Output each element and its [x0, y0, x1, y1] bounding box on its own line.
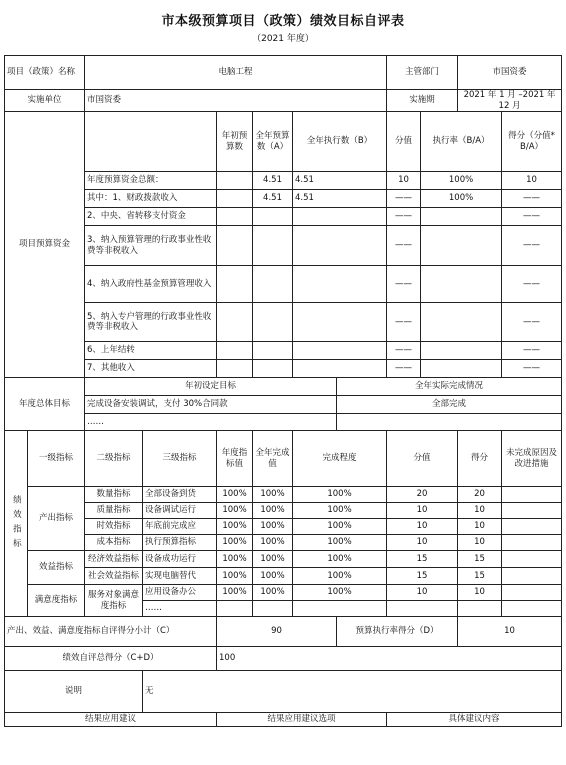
budget-row-annual [253, 266, 293, 303]
budget-row-exec [293, 208, 387, 226]
indicator-reason [502, 503, 562, 519]
budget-row-score: 10 [502, 172, 562, 190]
budget-row-score: —— [502, 226, 562, 266]
indicator-degree: 100% [293, 568, 387, 585]
indicator-level3: 年底前完成应 [143, 519, 217, 535]
indicator-value: 10 [387, 503, 458, 519]
subtotal-label: 产出、效益、满意度指标自评得分小计（C） [5, 617, 217, 647]
budget-row-rate [421, 266, 502, 303]
budget-row-value: 10 [387, 172, 421, 190]
indicator-value: 10 [387, 519, 458, 535]
budget-header-blank [85, 112, 217, 172]
project-name-row [5, 56, 562, 90]
budget-row-rate [421, 208, 502, 226]
footer-col3: 具体建议内容 [387, 713, 562, 727]
budget-row-annual [253, 226, 293, 266]
indicator-level3: 执行预算指标 [143, 535, 217, 551]
goals-header-row [5, 378, 562, 396]
budget-row-initial [217, 303, 253, 342]
indicator-row [5, 568, 562, 585]
budget-row-value: —— [387, 190, 421, 208]
budget-header-row [5, 112, 562, 172]
indicator-blank [217, 601, 253, 617]
budget-row [5, 208, 562, 226]
budget-row-value: —— [387, 266, 421, 303]
indicator-target: 100% [217, 487, 253, 503]
footer-col2: 结果应用建议选项 [217, 713, 387, 727]
budget-row-rate: 100% [421, 190, 502, 208]
indicator-row [5, 503, 562, 519]
indicator-degree: 100% [293, 551, 387, 568]
budget-row-exec: 4.51 [293, 190, 387, 208]
indicator-score: 10 [458, 535, 502, 551]
evaluation-table [4, 55, 562, 727]
indicator-target: 100% [217, 585, 253, 601]
budget-row-score: —— [502, 303, 562, 342]
exec-score-value: 10 [458, 617, 562, 647]
budget-row-exec: 4.51 [293, 172, 387, 190]
period-label: 实施期 [387, 90, 458, 112]
indicator-level2: 服务对象满意度指标 [85, 585, 143, 617]
budget-header-initial: 年初预算数 [217, 112, 253, 172]
budget-row-annual [253, 208, 293, 226]
indicator-score: 20 [458, 487, 502, 503]
indicator-actual: 100% [253, 535, 293, 551]
budget-header-rate: 执行率（B/A） [421, 112, 502, 172]
unit-row [5, 90, 562, 112]
budget-row-label: 3、纳入预算管理的行政事业性收费等非税收入 [85, 226, 217, 266]
indicators-header-actual: 全年完成值 [253, 431, 293, 487]
total-value: 100 [217, 647, 562, 671]
indicator-degree: 100% [293, 503, 387, 519]
goals-content-row [5, 396, 562, 414]
indicators-header-level2: 二级指标 [85, 431, 143, 487]
indicator-value: 20 [387, 487, 458, 503]
budget-row-score: —— [502, 190, 562, 208]
budget-row-annual [253, 303, 293, 342]
page-subtitle-year: （2021 年度） [252, 34, 314, 44]
budget-row-rate: 100% [421, 172, 502, 190]
goals-section-label: 年度总体目标 [5, 378, 85, 431]
indicator-value: 10 [387, 535, 458, 551]
dept-label: 主管部门 [387, 56, 458, 90]
budget-row-score: —— [502, 266, 562, 303]
budget-row [5, 360, 562, 378]
indicator-reason [502, 585, 562, 601]
budget-row-value: —— [387, 226, 421, 266]
indicator-score: 15 [458, 568, 502, 585]
indicator-level2: 成本指标 [85, 535, 143, 551]
note-row [5, 671, 562, 713]
goals-more-row [5, 414, 562, 431]
subtotal-row [5, 617, 562, 647]
indicator-reason [502, 551, 562, 568]
indicator-actual: 100% [253, 487, 293, 503]
indicator-target: 100% [217, 568, 253, 585]
indicator-value: 10 [387, 585, 458, 601]
indicator-score: 10 [458, 585, 502, 601]
indicator-level3: 设备成功运行 [143, 551, 217, 568]
indicator-row [5, 585, 562, 601]
budget-row-annual [253, 360, 293, 378]
indicator-degree: 100% [293, 535, 387, 551]
indicator-actual: 100% [253, 568, 293, 585]
budget-row-score: —— [502, 360, 562, 378]
total-label: 绩效自评总得分（C+D） [5, 647, 217, 671]
budget-row-value: —— [387, 360, 421, 378]
indicator-score: 10 [458, 519, 502, 535]
budget-row [5, 190, 562, 208]
indicators-header-score: 得分 [458, 431, 502, 487]
indicator-reason [502, 519, 562, 535]
budget-row-initial [217, 226, 253, 266]
indicator-level3: 应用设备办公 [143, 585, 217, 601]
indicator-blank [387, 601, 458, 617]
indicator-level1: 满意度指标 [28, 585, 85, 617]
indicator-level2: 数量指标 [85, 487, 143, 503]
budget-row [5, 172, 562, 190]
exec-score-label: 预算执行率得分（D） [337, 617, 458, 647]
budget-header-annual: 全年预算数（A） [253, 112, 293, 172]
budget-row-initial [217, 172, 253, 190]
budget-row-initial [217, 360, 253, 378]
budget-row-initial [217, 342, 253, 360]
indicator-actual: 100% [253, 503, 293, 519]
budget-row-exec [293, 360, 387, 378]
indicator-row [5, 487, 562, 503]
budget-row-exec [293, 266, 387, 303]
indicator-reason [502, 568, 562, 585]
period-value: 2021 年 1 月 –2021 年 12 月 [458, 90, 562, 112]
indicators-header-value: 分值 [387, 431, 458, 487]
budget-row-initial [217, 208, 253, 226]
budget-row-label: 5、纳入专户管理的行政事业性收费等非税收入 [85, 303, 217, 342]
indicator-target: 100% [217, 535, 253, 551]
indicator-target: 100% [217, 503, 253, 519]
indicator-level2: 时效指标 [85, 519, 143, 535]
indicator-actual: 100% [253, 519, 293, 535]
budget-row-value: —— [387, 208, 421, 226]
goals-actual-text: 全部完成 [337, 396, 562, 414]
indicator-degree: 100% [293, 585, 387, 601]
indicator-score: 10 [458, 503, 502, 519]
budget-row-rate [421, 303, 502, 342]
budget-header-score: 得分（分值*B/A） [502, 112, 562, 172]
indicator-degree: 100% [293, 487, 387, 503]
project-name-value: 电脑工程 [85, 56, 387, 90]
budget-row-rate [421, 226, 502, 266]
indicator-blank [458, 601, 502, 617]
budget-section-label: 项目预算资金 [5, 112, 85, 378]
budget-row-label: 7、其他收入 [85, 360, 217, 378]
budget-row-label: 6、上年结转 [85, 342, 217, 360]
budget-row-exec [293, 226, 387, 266]
budget-header-value: 分值 [387, 112, 421, 172]
indicators-header-reason: 未完成原因及改进措施 [502, 431, 562, 487]
budget-row-annual: 4.51 [253, 190, 293, 208]
indicator-reason [502, 535, 562, 551]
goals-initial-text: 完成设备安装调试，支付 30%合同款 [85, 396, 337, 414]
budget-row-exec [293, 303, 387, 342]
budget-row-score: —— [502, 342, 562, 360]
budget-row-rate [421, 342, 502, 360]
unit-value: 市国资委 [85, 90, 387, 112]
budget-row [5, 342, 562, 360]
budget-row-label: 年度预算资金总额： [85, 172, 217, 190]
indicators-header-level3: 三级指标 [143, 431, 217, 487]
budget-header-exec: 全年执行数（B） [293, 112, 387, 172]
budget-row-annual: 4.51 [253, 172, 293, 190]
indicator-row [5, 535, 562, 551]
indicator-target: 100% [217, 551, 253, 568]
total-row [5, 647, 562, 671]
subtotal-value: 90 [217, 617, 337, 647]
budget-row-label: 4、纳入政府性基金预算管理收入 [85, 266, 217, 303]
goals-actual-header: 全年实际完成情况 [337, 378, 562, 396]
budget-row-label: 2、中央、省转移支付资金 [85, 208, 217, 226]
indicator-score: 15 [458, 551, 502, 568]
budget-row-initial [217, 190, 253, 208]
indicator-target: 100% [217, 519, 253, 535]
indicator-row [5, 551, 562, 568]
dept-value: 市国资委 [458, 56, 562, 90]
indicator-actual: 100% [253, 551, 293, 568]
indicator-degree: 100% [293, 519, 387, 535]
evaluation-sheet [4, 55, 562, 727]
goals-more: …… [85, 414, 337, 431]
indicators-section-label: 绩效指标 [5, 431, 28, 617]
indicators-header-degree: 完成程度 [293, 431, 387, 487]
budget-row-rate [421, 360, 502, 378]
budget-row-label: 其中：1、财政拨款收入 [85, 190, 217, 208]
budget-row-value: —— [387, 342, 421, 360]
goals-initial-header: 年初设定目标 [85, 378, 337, 396]
indicator-value: 15 [387, 551, 458, 568]
budget-row [5, 303, 562, 342]
indicator-level3: 实现电脑替代 [143, 568, 217, 585]
indicator-level1: 效益指标 [28, 551, 85, 585]
indicator-blank [293, 601, 387, 617]
budget-row-annual [253, 342, 293, 360]
indicator-level2: 社会效益指标 [85, 568, 143, 585]
indicator-level2: 质量指标 [85, 503, 143, 519]
indicator-level3: 设备调试运行 [143, 503, 217, 519]
footer-col1: 结果应用建议 [5, 713, 217, 727]
indicator-row [5, 519, 562, 535]
budget-row-score: —— [502, 208, 562, 226]
indicator-blank [253, 601, 293, 617]
footer-row [5, 713, 562, 727]
indicators-header-row [5, 431, 562, 487]
note-value: 无 [143, 671, 562, 713]
indicators-header-level1: 一级指标 [28, 431, 85, 487]
indicator-more: …… [143, 601, 217, 617]
goals-more-blank [337, 414, 562, 431]
budget-row [5, 226, 562, 266]
indicator-level1: 产出指标 [28, 487, 85, 551]
unit-label: 实施单位 [5, 90, 85, 112]
indicators-header-target: 年度指标值 [217, 431, 253, 487]
indicator-blank [502, 601, 562, 617]
budget-row-value: —— [387, 303, 421, 342]
indicator-level2: 经济效益指标 [85, 551, 143, 568]
indicator-reason [502, 487, 562, 503]
page-title: 市本级预算项目（政策）绩效目标自评表 [161, 14, 405, 29]
budget-row-initial [217, 266, 253, 303]
indicator-actual: 100% [253, 585, 293, 601]
project-name-label: 项目（政策）名称 [5, 56, 85, 90]
budget-row-exec [293, 342, 387, 360]
note-label: 说明 [5, 671, 143, 713]
budget-row [5, 266, 562, 303]
indicator-value: 15 [387, 568, 458, 585]
indicator-level3: 全部设备到货 [143, 487, 217, 503]
